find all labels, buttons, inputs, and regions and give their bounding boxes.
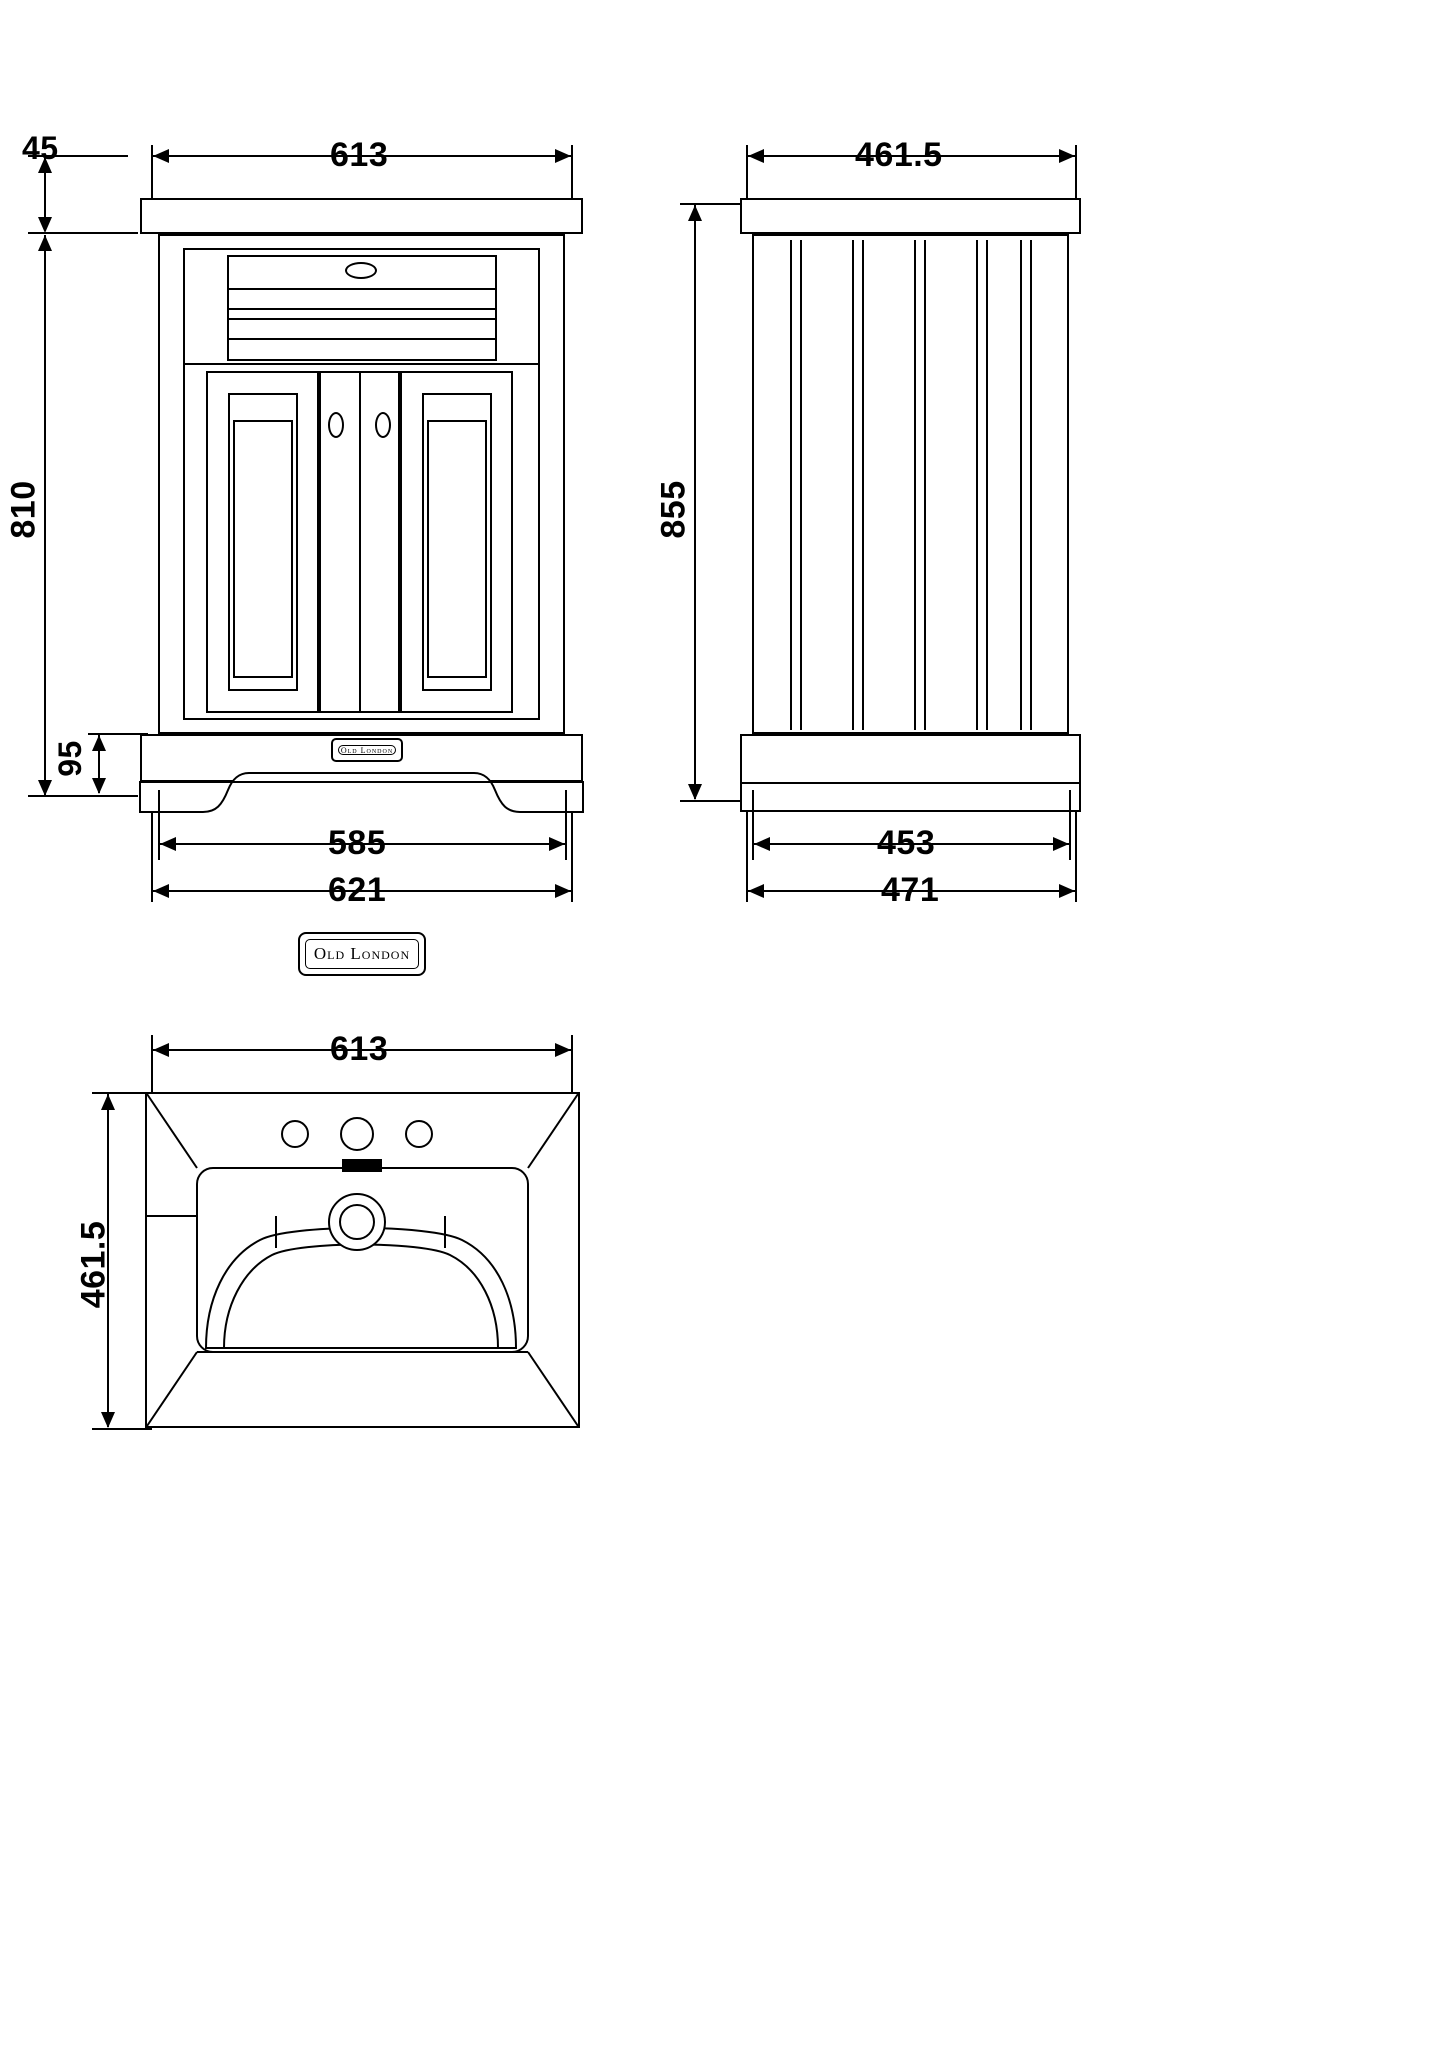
dim-side-total-height: 855 [654, 480, 693, 539]
dim-front-plinth-height: 95 [51, 740, 88, 777]
dim-front-base-width: 621 [328, 871, 387, 909]
brand-badge-label: Old London [313, 944, 411, 963]
dim-front-width: 613 [330, 136, 389, 174]
dim-front-top-height: 45 [22, 130, 59, 166]
dim-side-base-depth: 471 [881, 871, 940, 909]
dim-basin-depth: 461.5 [74, 1220, 113, 1309]
dim-front-body-height: 810 [4, 480, 43, 539]
dim-side-inner-depth: 453 [877, 824, 936, 862]
dim-front-inner-width: 585 [328, 824, 387, 862]
dim-basin-width: 613 [330, 1030, 389, 1068]
dim-side-depth-top: 461.5 [855, 136, 943, 174]
brand-plate-small-label: Old London [340, 745, 394, 755]
